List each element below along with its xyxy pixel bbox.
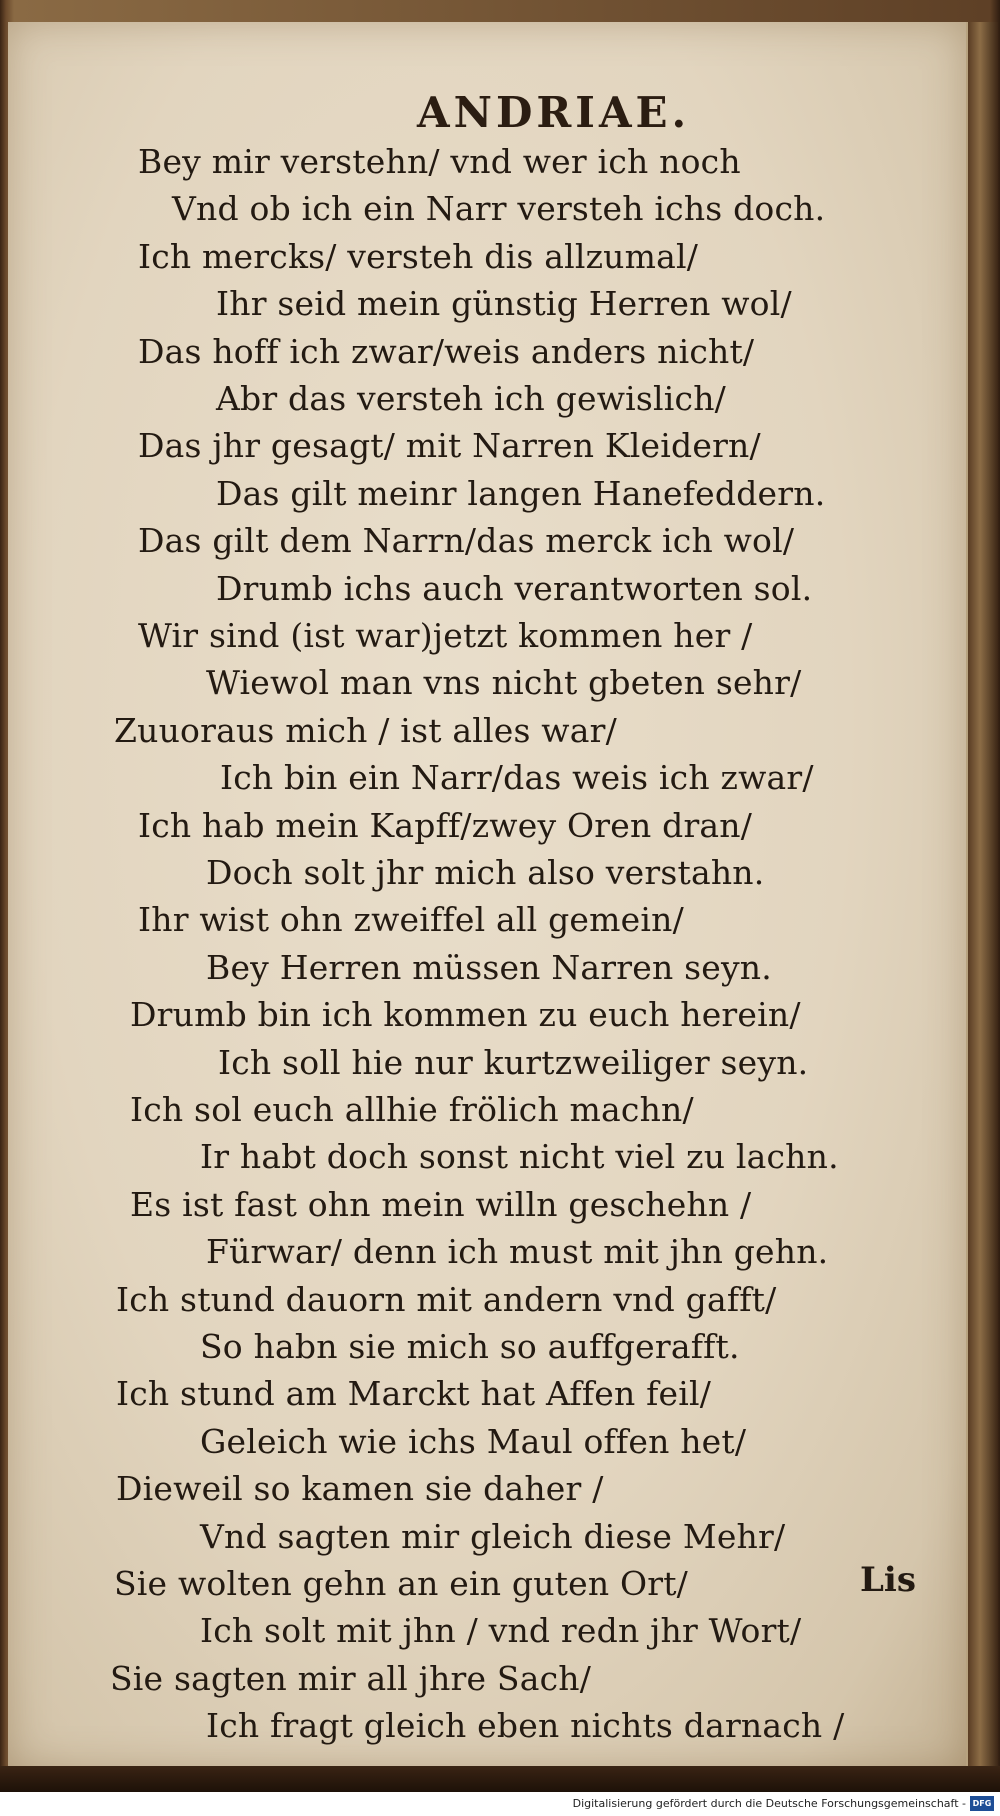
verse-line: Ich mercks/ versteh dis allzumal/: [138, 236, 699, 276]
verse-line: Geleich wie ichs Maul offen het/: [200, 1421, 747, 1461]
verse-line: Vnd ob ich ein Narr versteh ichs doch.: [172, 189, 826, 229]
verse-line: Bey mir verstehn/ vnd wer ich noch: [138, 142, 741, 181]
verse-line: Ich hab mein Kapff/zwey Oren dran/: [138, 805, 753, 845]
verse-line: Wir sind (ist war)jetzt kommen her /: [138, 616, 753, 655]
verse-line: Zuuoraus mich / ist alles war/: [114, 710, 617, 750]
page-edge: [968, 22, 998, 1770]
catchword: Lis: [860, 1560, 916, 1600]
verse-line: Dieweil so kamen sie daher /: [116, 1469, 604, 1509]
verse-line: Das gilt dem Narrn/das merck ich wol/: [138, 521, 795, 561]
book-binding: [0, 1766, 1000, 1792]
verse-line: Ihr seid mein günstig Herren wol/: [216, 284, 792, 324]
verse-line: Abr das versteh ich gewislich/: [216, 379, 726, 418]
verse-line: Fürwar/ denn ich must mit jhn gehn.: [206, 1232, 829, 1272]
verse-line: Wiewol man vns nicht gbeten sehr/: [206, 663, 802, 703]
verse-line: Das gilt meinr langen Hanefeddern.: [216, 473, 826, 513]
running-head: ANDRIAE.: [417, 88, 691, 137]
verse-line: So habn sie mich so auffgerafft.: [200, 1327, 740, 1366]
funding-credit: Digitalisierung gefördert durch die Deutsche Forschungsgemeinschaft -: [572, 1797, 966, 1810]
dfg-logo: DFG: [970, 1796, 994, 1811]
verse-line: Das hoff ich zwar/weis anders nicht/: [138, 331, 755, 371]
verse-line: Vnd sagten mir gleich diese Mehr/: [200, 1516, 786, 1556]
verse-line: Drumb bin ich kommen zu euch herein/: [130, 995, 801, 1035]
verse-line: Ich bin ein Narr/das weis ich zwar/: [220, 758, 814, 798]
verse-line: Sie sagten mir all jhre Sach/: [110, 1658, 592, 1698]
verse-line: Ich fragt gleich eben nichts darnach /: [206, 1706, 845, 1746]
verse-line: Sie wolten gehn an ein guten Ort/: [114, 1564, 688, 1603]
verse-line: Bey Herren müssen Narren seyn.: [206, 947, 772, 987]
verse-line: Doch solt jhr mich also verstahn.: [206, 853, 765, 892]
verse-line: Ich stund am Marckt hat Affen feil/: [116, 1374, 712, 1414]
verse-line: Ich soll hie nur kurtzweiliger seyn.: [218, 1042, 809, 1082]
verse-line: Ir habt doch sonst nicht viel zu lachn.: [200, 1137, 839, 1177]
digitization-footer: [0, 1792, 1000, 1816]
verse-line: Ihr wist ohn zweiffel all gemein/: [138, 900, 684, 940]
verse-line: Drumb ichs auch verantworten sol.: [216, 568, 813, 608]
verse-line: Das jhr gesagt/ mit Narren Kleidern/: [138, 426, 761, 466]
verse-line: Ich sol euch allhie frölich machn/: [130, 1090, 694, 1129]
verse-line: Ich solt mit jhn / vnd redn jhr Wort/: [200, 1611, 802, 1651]
verse-line: Es ist fast ohn mein willn geschehn /: [130, 1184, 752, 1224]
verse-line: Ich stund dauorn mit andern vnd gafft/: [116, 1279, 777, 1319]
